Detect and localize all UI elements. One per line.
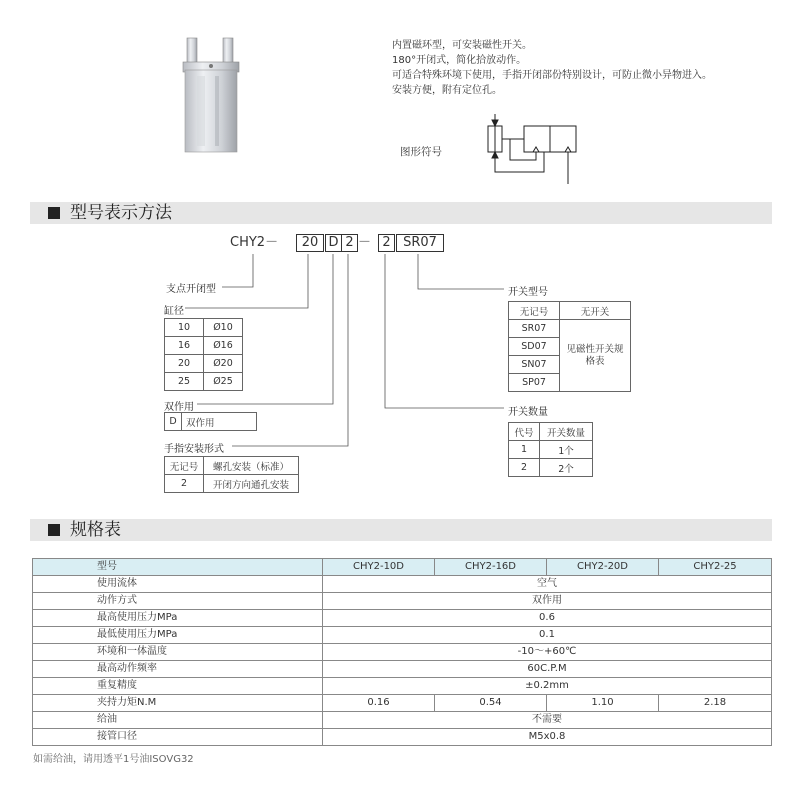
table-cell: 无开关 <box>560 302 631 320</box>
spec-value: 0.1 <box>323 627 772 644</box>
table-row <box>33 712 772 729</box>
spec-name: 夹持力矩N.M <box>33 695 323 712</box>
table-cell: 2 <box>165 475 204 493</box>
table-cell: Ø10 <box>204 319 243 337</box>
model-size-box: 20 <box>296 234 324 252</box>
table-cell: SN07 <box>509 356 560 374</box>
spec-name: 给油 <box>33 712 323 729</box>
spec-value: 空气 <box>323 576 772 593</box>
feature-item: 内置磁环型，可安装磁性开关。 <box>392 40 532 51</box>
action-table <box>164 412 257 431</box>
spec-value: 1.10 <box>547 695 659 712</box>
table-row <box>33 729 772 746</box>
table-cell: 2 <box>509 459 540 477</box>
table-header-cell: 型号 <box>33 559 323 576</box>
table-cell: 开关数量 <box>540 423 593 441</box>
model-action-box: D <box>325 234 342 252</box>
feature-item: 安装方便，附有定位孔。 <box>392 85 502 96</box>
section-title: 规格表 <box>70 520 121 540</box>
table-row <box>165 337 243 355</box>
spec-name: 最低使用压力MPa <box>33 627 323 644</box>
table-row <box>165 457 299 475</box>
spec-name: 动作方式 <box>33 593 323 610</box>
table-cell: 代号 <box>509 423 540 441</box>
table-cell: 1 <box>509 441 540 459</box>
table-cell: 10 <box>165 319 204 337</box>
label-switch-type: 开关型号 <box>508 287 548 298</box>
table-cell: Ø25 <box>204 373 243 391</box>
spec-value: 0.54 <box>435 695 547 712</box>
label-fulcrum: 支点开闭型 <box>166 284 216 295</box>
table-header-cell: CHY2-10D <box>323 559 435 576</box>
model-dash: － <box>358 235 372 250</box>
model-prefix: CHY2－ <box>230 235 279 250</box>
spec-value: 0.6 <box>323 610 772 627</box>
table-row <box>509 423 593 441</box>
table-header-cell: CHY2-16D <box>435 559 547 576</box>
table-row <box>509 302 631 320</box>
table-cell: SP07 <box>509 374 560 392</box>
table-row <box>33 576 772 593</box>
table-cell: 双作用 <box>182 413 257 431</box>
model-switch-qty-box: 2 <box>378 234 395 252</box>
table-row <box>165 475 299 493</box>
table-row <box>33 610 772 627</box>
table-cell: 开闭方向通孔安装 <box>204 475 299 493</box>
table-header-row <box>33 559 772 576</box>
table-row <box>33 593 772 610</box>
table-row <box>33 661 772 678</box>
table-row <box>509 320 631 338</box>
label-finger-mount: 手指安装形式 <box>164 444 224 455</box>
label-double-acting: 双作用 <box>164 402 194 413</box>
table-header-cell: CHY2-20D <box>547 559 659 576</box>
spec-value: ±0.2mm <box>323 678 772 695</box>
table-row <box>33 627 772 644</box>
bore-table <box>164 318 243 391</box>
table-row <box>33 644 772 661</box>
spec-name: 最高动作频率 <box>33 661 323 678</box>
table-row <box>509 459 593 477</box>
table-cell: 16 <box>165 337 204 355</box>
table-cell: 螺孔安装（标准） <box>204 457 299 475</box>
table-cell: 2个 <box>540 459 593 477</box>
spec-value: 2.18 <box>659 695 772 712</box>
spec-value: 不需要 <box>323 712 772 729</box>
switch-type-table <box>508 301 631 392</box>
feature-list <box>392 38 712 98</box>
spec-table <box>32 558 772 746</box>
model-finger-box: 2 <box>341 234 358 252</box>
finger-mount-table <box>164 456 299 493</box>
label-bore: 缸径 <box>164 306 184 317</box>
pneumatic-symbol-diagram <box>484 114 584 186</box>
spec-name: 重复精度 <box>33 678 323 695</box>
table-cell: Ø20 <box>204 355 243 373</box>
feature-item: 可适合特殊环境下使用，手指开闭部份特别设计，可防止微小异物进入。 <box>392 70 712 81</box>
table-row <box>165 373 243 391</box>
spec-value: -10～+60℃ <box>323 644 772 661</box>
table-row <box>33 695 772 712</box>
spec-name: 环境和一体温度 <box>33 644 323 661</box>
table-cell: 1个 <box>540 441 593 459</box>
label-switch-count: 开关数量 <box>508 407 548 418</box>
switch-count-table <box>508 422 593 477</box>
table-cell: 25 <box>165 373 204 391</box>
table-row <box>165 319 243 337</box>
section-header-spec <box>30 519 772 541</box>
gripper-product-image <box>175 36 255 156</box>
table-cell: SD07 <box>509 338 560 356</box>
model-switch-model-box: SR07 <box>396 234 444 252</box>
spec-value: M5x0.8 <box>323 729 772 746</box>
spec-value: 60C.P.M <box>323 661 772 678</box>
table-cell: 见磁性开关规格表 <box>560 320 631 392</box>
spec-name: 接管口径 <box>33 729 323 746</box>
table-cell: D <box>165 413 182 431</box>
table-cell: 20 <box>165 355 204 373</box>
symbol-label: 图形符号 <box>400 146 442 158</box>
section-square-icon <box>48 207 60 219</box>
table-row <box>165 355 243 373</box>
table-cell: 无记号 <box>509 302 560 320</box>
table-header-cell: CHY2-25 <box>659 559 772 576</box>
table-cell: 无记号 <box>165 457 204 475</box>
table-cell: SR07 <box>509 320 560 338</box>
table-row <box>165 413 257 431</box>
table-cell: Ø16 <box>204 337 243 355</box>
spec-name: 使用流体 <box>33 576 323 593</box>
feature-item: 180°开闭式，简化拾放动作。 <box>392 55 527 66</box>
section-title: 型号表示方法 <box>70 203 172 223</box>
footnote: 如需给油，请用透平1号油ISOVG32 <box>33 754 194 765</box>
section-square-icon <box>48 524 60 536</box>
section-header-model <box>30 202 772 224</box>
spec-name: 最高使用压力MPa <box>33 610 323 627</box>
table-row <box>33 678 772 695</box>
spec-value: 双作用 <box>323 593 772 610</box>
spec-value: 0.16 <box>323 695 435 712</box>
table-row <box>509 441 593 459</box>
